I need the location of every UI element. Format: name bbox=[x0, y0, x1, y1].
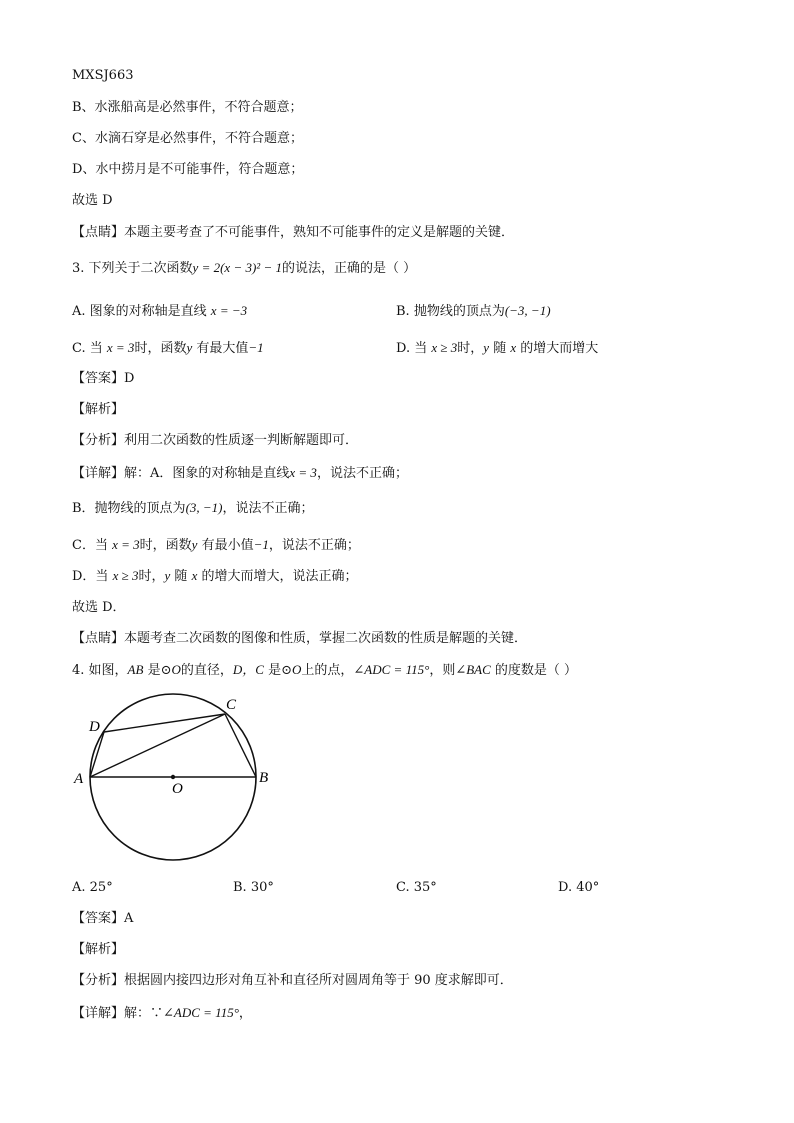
q4-stem-bac: ∠BAC bbox=[455, 662, 491, 677]
q3-detail-4-tail: 的增大而增大，说法正确； bbox=[201, 569, 358, 584]
q3-detail-3 bbox=[72, 537, 360, 554]
q4-stem bbox=[72, 662, 577, 679]
q4-stem-e: 上的点， bbox=[301, 663, 354, 678]
q3-detail-4-text2: 时， bbox=[138, 569, 165, 584]
q4-detail-tail: ， bbox=[238, 1006, 252, 1021]
q3-detail-1 bbox=[72, 465, 408, 482]
q4-answer: 【答案】A bbox=[72, 911, 134, 926]
q4-stem-circle-1: ⊙O bbox=[160, 662, 181, 677]
q3-detail-3-tail: ，说法不正确； bbox=[268, 538, 360, 553]
q3-option-c bbox=[72, 340, 264, 357]
label-d: D bbox=[89, 719, 100, 735]
doc-code: MXSJ663 bbox=[72, 68, 134, 83]
q4-option-a: A. 25° bbox=[72, 880, 113, 895]
circle-figure bbox=[68, 692, 288, 870]
center-point bbox=[171, 775, 175, 779]
q3-option-d-text2: 时， bbox=[457, 341, 484, 356]
q3-option-d-text4: 的增大而增大 bbox=[520, 341, 599, 356]
q4-fenxi: 【分析】根据圆内接四边形对角互补和直径所对圆周角等于 90 度求解即可． bbox=[72, 973, 513, 988]
q3-option-c-math3: −1 bbox=[248, 340, 264, 355]
prev-option-d: D、水中捞月是不可能事件，符合题意； bbox=[72, 162, 304, 177]
q4-stem-dc: D，C bbox=[232, 662, 264, 677]
q3-option-a bbox=[72, 303, 247, 320]
q3-option-d-math2: y bbox=[483, 340, 490, 355]
q4-stem-c: 的直径， bbox=[180, 663, 233, 678]
q3-detail-2-text: B．抛物线的顶点为 bbox=[72, 501, 186, 516]
q3-detail-2-tail: ，说法不正确； bbox=[222, 501, 314, 516]
q4-detail-text: 【详解】解：∵ bbox=[72, 1006, 164, 1021]
q3-detail-4-math3: x bbox=[191, 568, 198, 583]
label-a: A bbox=[74, 771, 84, 787]
q3-stem bbox=[72, 260, 416, 277]
prev-pick: 故选 D bbox=[72, 193, 113, 208]
q4-stem-a: 4. 如图， bbox=[72, 663, 128, 678]
q3-stem-formula: y = 2(x − 3)² − 1 bbox=[192, 260, 282, 275]
label-o: O bbox=[172, 781, 183, 797]
q3-option-c-math1: x = 3 bbox=[106, 340, 135, 355]
q3-option-a-math: x = −3 bbox=[210, 303, 248, 318]
q3-option-b-text: B. 抛物线的顶点为 bbox=[396, 304, 505, 319]
q3-option-c-math2: y bbox=[186, 340, 193, 355]
q4-stem-f: ，则 bbox=[429, 663, 456, 678]
q3-option-d-math1: x ≥ 3 bbox=[431, 340, 458, 355]
q3-detail-4-text: D．当 bbox=[72, 569, 109, 584]
q3-detail-1-tail: ，说法不正确； bbox=[316, 466, 408, 481]
segment-ad bbox=[90, 732, 104, 777]
q3-detail-3-text: C．当 bbox=[72, 538, 108, 553]
q3-detail-3-math2: y bbox=[191, 537, 198, 552]
q3-option-c-text1: C. 当 bbox=[72, 341, 103, 356]
q4-detail bbox=[72, 1005, 252, 1022]
q3-detail-2 bbox=[72, 500, 314, 517]
q4-option-c: C. 35° bbox=[396, 880, 437, 895]
q3-detail-4-math1: x ≥ 3 bbox=[112, 568, 139, 583]
q3-detail-4-math2: y bbox=[164, 568, 171, 583]
q3-analysis-heading: 【解析】 bbox=[72, 402, 125, 417]
q3-detail-3-text3: 有最小值 bbox=[201, 538, 254, 553]
q3-option-b-math: (−3, −1) bbox=[504, 303, 551, 318]
q3-option-d-math3: x bbox=[510, 340, 517, 355]
q3-detail-2-math: (3, −1) bbox=[185, 500, 223, 515]
q4-option-b: B. 30° bbox=[233, 880, 274, 895]
q4-stem-b: 是 bbox=[147, 663, 161, 678]
q3-detail-1-math: x = 3 bbox=[289, 465, 317, 480]
q3-option-c-text2: 时，函数 bbox=[134, 341, 187, 356]
q3-detail-3-text2: 时，函数 bbox=[139, 538, 192, 553]
q4-stem-circle-2: ⊙O bbox=[281, 662, 302, 677]
q4-detail-math: ∠ADC = 115° bbox=[163, 1005, 239, 1020]
q4-stem-d: 是 bbox=[268, 663, 282, 678]
q3-option-a-text: A. 图象的对称轴是直线 bbox=[72, 304, 207, 319]
q3-option-d-text3: 随 bbox=[493, 341, 507, 356]
q4-stem-g: 的度数是（ ） bbox=[494, 663, 578, 678]
q3-stem-a: 3. 下列关于二次函数 bbox=[72, 261, 193, 276]
segment-cb bbox=[225, 714, 256, 777]
q3-stem-b: 的说法，正确的是（ ） bbox=[281, 261, 417, 276]
prev-option-c: C、水滴石穿是必然事件，不符合题意； bbox=[72, 131, 303, 146]
q3-detail-3-math3: −1 bbox=[253, 537, 269, 552]
q3-detail-3-math1: x = 3 bbox=[112, 537, 140, 552]
q3-option-d bbox=[396, 340, 598, 357]
q4-stem-angle: ∠ADC = 115° bbox=[353, 662, 430, 677]
q3-fenxi: 【分析】利用二次函数的性质逐一判断解题即可． bbox=[72, 433, 359, 448]
q3-option-c-text3: 有最大值 bbox=[196, 341, 249, 356]
prev-remark: 【点睛】本题主要考查了不可能事件，熟知不可能事件的定义是解题的关键． bbox=[72, 225, 515, 240]
q3-option-d-text1: D. 当 bbox=[396, 341, 428, 356]
q4-stem-ab: AB bbox=[127, 662, 144, 677]
q3-detail-4 bbox=[72, 568, 358, 585]
q4-analysis-heading: 【解析】 bbox=[72, 942, 125, 957]
q3-remark: 【点睛】本题考查二次函数的图像和性质，掌握二次函数的性质是解题的关键． bbox=[72, 631, 528, 646]
label-c: C bbox=[226, 697, 237, 713]
prev-option-b: B、水涨船高是必然事件，不符合题意； bbox=[72, 100, 303, 115]
q3-answer: 【答案】D bbox=[72, 371, 135, 386]
q3-option-b bbox=[396, 303, 551, 320]
label-b: B bbox=[259, 770, 269, 786]
q3-detail-1-text: 【详解】解：A．图象的对称轴是直线 bbox=[72, 466, 290, 481]
q3-detail-4-text3: 随 bbox=[174, 569, 188, 584]
q3-pick: 故选 D． bbox=[72, 600, 126, 615]
q4-option-d: D. 40° bbox=[558, 880, 600, 895]
